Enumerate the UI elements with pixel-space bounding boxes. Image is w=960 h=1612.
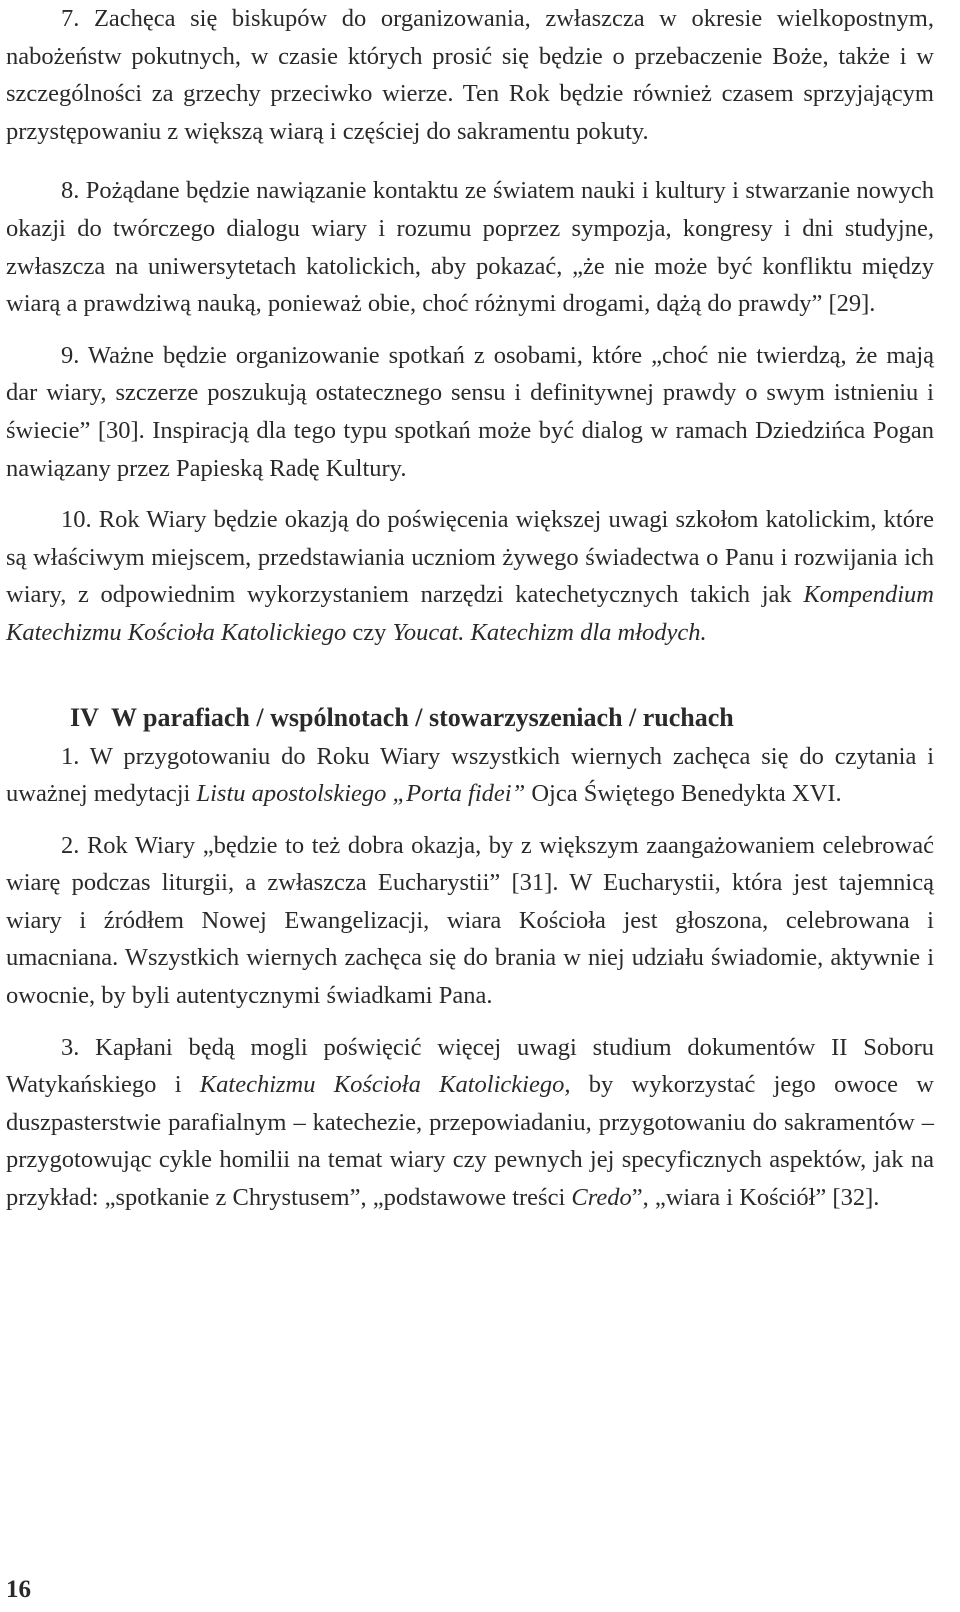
paragraph-10-title-compendium: Kompendium Katechizmu Kościoła Katolickiego xyxy=(6,581,934,646)
section-paragraph-2: 2. Rok Wiary „będzie to też dobra okazja, by z większym zaangażowaniem celebrować wiarę podczas liturgii, a zwłaszcza Eucharystii” [31]. W Eucharystii, która jest tajemnicą wiary i źródłem Nowej Ewangelizacji, wiara Kościoła jest głoszona, celebrowana i umacniana. Wszystkich wiernych zachęca się do brania w niej udziału świadomie, aktywnie i owocnie, by byli autentycznymi świadkami Pana. xyxy=(6,831,934,1010)
paragraph-8: 8. Pożądane będzie nawiązanie kontaktu ze światem nauki i kultury i stwarzanie nowych okazji do twórczego dialogu wiary i rozumu poprzez sympozja, kongresy i dni studyjne, zwłaszcza na uniwersytetach katolickich, aby pokazać, „że nie może być konfliktu między wiarą a prawdziwą nauką, ponieważ obie, choć różnymi drogami, dążą do prawdy” [29]. xyxy=(6,177,934,318)
section-paragraph-3-title-credo: Credo xyxy=(571,1184,632,1212)
paragraph-10-conjunction: czy xyxy=(346,618,393,646)
paragraph-9: 9. Ważne będzie organizowanie spotkań z osobami, które „choć nie twierdzą, że mają dar wiary, szczerze poszukują ostatecznego sensu i definitywnej prawdy o swym istnieniu i świecie” [30]. Inspiracją dla tego typu spotkań może być dialog w ramach Dziedzińca Pogan nawiązany przez Papieską Radę Kultury. xyxy=(6,341,934,482)
section-heading-wrapper xyxy=(6,698,934,738)
section-paragraph-3-title-catechism: Katechizmu Kościoła Katolickiego, xyxy=(199,1071,571,1099)
paragraph-7: 7. Zachęca się biskupów do organizowania, zwłaszcza w okresie wielkopostnym, nabożeństw pokutnych, w czasie których prosić się będzie o przebaczenie Boże, także i w szczególności za grzechy przeciwko wierze. Ten Rok będzie również czasem sprzyjającym przystępowaniu z większą wiarą i częściej do sakramentu pokuty. xyxy=(6,5,934,145)
section-paragraph-3-text: 3. Kapłani będą mogli poświęcić więcej uwagi studium dokumentów II Soboru Watykańskiego i xyxy=(6,1033,934,1099)
paragraph-10 xyxy=(6,501,934,651)
paragraph-10-text: 10. Rok Wiary będzie okazją do poświęcenia większej uwagi szkołom katolickim, które są właściwym miejscem, przedstawiania uczniom żywego świadectwa o Panu i rozwijania ich wiary, z odpowiednim wykorzystaniem narzędzi katechetycznych takich jak xyxy=(6,506,934,609)
section-paragraph-1 xyxy=(6,738,934,813)
section-paragraph-3 xyxy=(6,1029,934,1217)
section-paragraph-3-tail: ”, „wiara i Kościół” [32]. xyxy=(631,1184,880,1212)
section-heading: IV W parafiach / wspólnotach / stowarzyszeniach / ruchach xyxy=(70,702,734,732)
section-paragraph-1-text: 1. W przygotowaniu do Roku Wiary wszystkich wiernych zachęca się do czytania i uważnej medytacji xyxy=(6,742,934,808)
document-page xyxy=(6,0,934,1217)
paragraph-10-title-youcat: Youcat. Katechizm dla młodych. xyxy=(392,618,707,646)
section-paragraph-1-title: Listu apostolskiego „Porta fidei” xyxy=(196,780,526,808)
section-paragraph-3-middle: by wykorzystać jego owoce w duszpasterstwie parafialnym – katechezie, przepowiadaniu, przygotowaniu do sakramentów – przygotowując cykle homilii na temat wiary czy pewnych jej specyficznych aspektów, jak na przykład: „spotkanie z Chrystusem”, „podstawowe treści xyxy=(6,1071,934,1212)
section-paragraph-1-tail: Ojca Świętego Benedykta XVI. xyxy=(525,780,842,808)
page-number: 16 xyxy=(6,1576,31,1603)
